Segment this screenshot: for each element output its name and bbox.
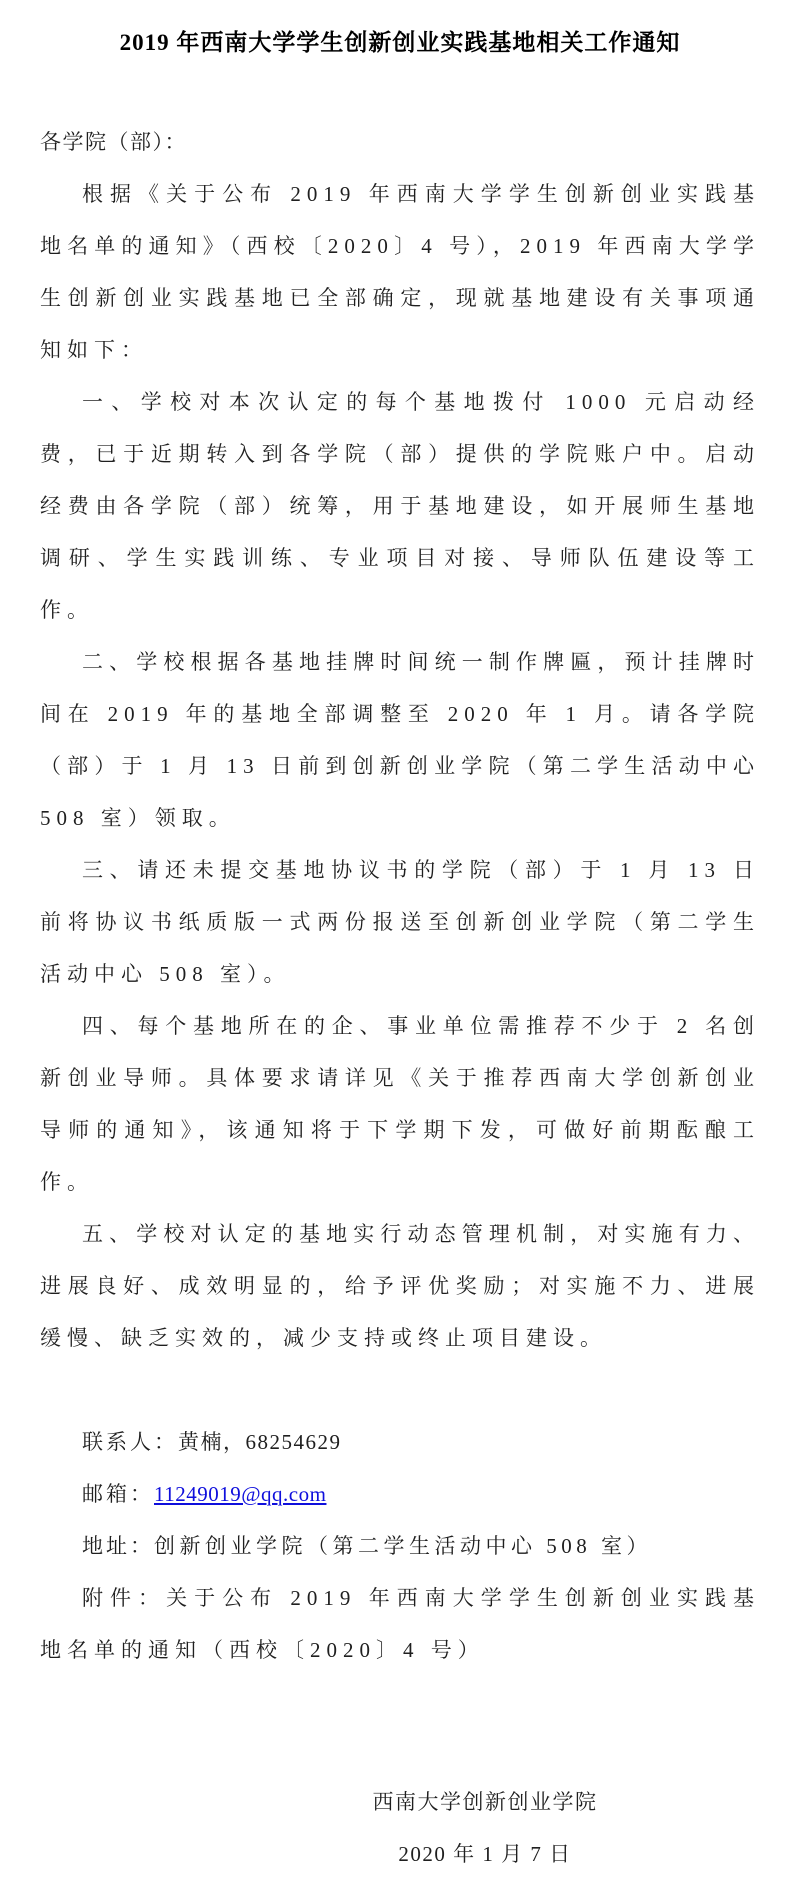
contact-address-value: 创新创业学院（第二学生活动中心 508 室） (154, 1534, 652, 1558)
contact-person-label: 联系人： (82, 1430, 178, 1454)
contact-address-label: 地址： (82, 1534, 154, 1558)
paragraph-item-5: 五、学校对认定的基地实行动态管理机制，对实施有力、进展良好、成效明显的，给予评优奖励；对实施不力、进展缓慢、缺乏实效的，减少支持或终止项目建设。 (40, 1222, 760, 1350)
signature-org: 西南大学创新创业学院 (372, 1790, 598, 1814)
attachment-note: 附件：关于公布 2019 年西南大学学生创新创业实践基地名单的通知（西校〔2020〕4 号） (40, 1586, 760, 1662)
paragraph-item-1: 一、学校对本次认定的每个基地拨付 1000 元启动经费，已于近期转入到各学院（部）提供的学院账户中。启动经费由各学院（部）统筹，用于基地建设，如开展师生基地调研、学生实践训练、专业项目对接、导师队伍建设等工作。 (40, 390, 760, 622)
contact-email-line (40, 1468, 760, 1520)
paragraph-item-2: 二、学校根据各基地挂牌时间统一制作牌匾，预计挂牌时间在 2019 年的基地全部调整至 2020 年 1 月。请各学院（部）于 1 月 13 日前到创新创业学院（第二学生活动中心 508 室）领取。 (40, 650, 760, 830)
contact-person-value: 黄楠，68254629 (178, 1430, 342, 1454)
signature-block (305, 1776, 665, 1880)
paragraph-item-4: 四、每个基地所在的企、事业单位需推荐不少于 2 名创新创业导师。具体要求请详见《关于推荐西南大学创新创业导师的通知》，该通知将于下学期下发，可做好前期酝酿工作。 (40, 1014, 760, 1194)
salutation: 各学院（部）： (40, 130, 187, 154)
contact-person-line (40, 1416, 760, 1468)
email-link[interactable]: 11249019@qq.com (154, 1482, 327, 1506)
paragraph-intro: 根据《关于公布 2019 年西南大学学生创新创业实践基地名单的通知》（西校〔2020〕4 号），2019 年西南大学学生创新创业实践基地已全部确定，现就基地建设有关事项通知如下： (40, 182, 760, 362)
document-title: 2019 年西南大学学生创新创业实践基地相关工作通知 (119, 30, 681, 55)
contact-address-line (40, 1520, 760, 1572)
contact-block (40, 1416, 760, 1572)
contact-email-label: 邮箱： (82, 1482, 154, 1506)
paragraph-item-3: 三、请还未提交基地协议书的学院（部）于 1 月 13 日前将协议书纸质版一式两份报送至创新创业学院（第二学生活动中心 508 室）。 (40, 858, 760, 986)
document-body (40, 116, 760, 1880)
signature-date: 2020 年 1 月 7 日 (398, 1842, 572, 1866)
